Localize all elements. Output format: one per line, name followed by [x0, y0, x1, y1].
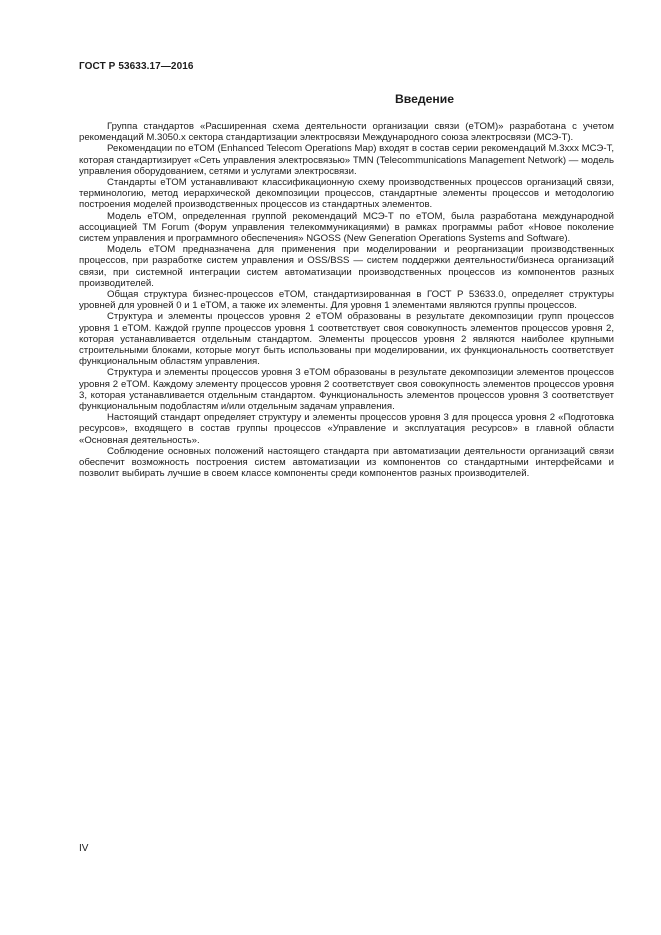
- paragraph: Структура и элементы процессов уровня 2 eTOM образованы в результате декомпозиции групп процессов уровня 1 eTOM. Каждой группе процессов уровня 1 соответствует своя совокупность элементов процессов уровня 2, которая устанавливается отдельным стандартом. Элементы процессов уровня 2 являются наиболее крупными строительными блоками, которые могут быть использованы при моделировании, их функциональность соответствует функциональным областям управления.: [79, 311, 614, 368]
- page-number: IV: [79, 843, 89, 854]
- section-title-wrapper: [79, 92, 611, 106]
- paragraph: Рекомендации по eTOM (Enhanced Telecom Operations Map) входят в состав серии рекомендаций М.3xxx МСЭ-Т, которая стандартизирует «Сеть управления электросвязью» TMN (Telecommunications Management Network) — модель управления оборудованием, сетями и услугами электросвязи.: [79, 143, 614, 177]
- paragraph: Стандарты eTOM устанавливают классификационную схему производственных процессов организаций связи, терминологию, метод иерархической декомпозиции процессов, стандартные элементы процессов и методологию построения моделей производственных процессов из стандартных элементов.: [79, 177, 614, 211]
- paragraph: Модель eTOM, определенная группой рекомендаций МСЭ-Т по eTOM, была разработана международной ассоциацией TM Forum (Форум управления телекоммуникациями) в рамках программы работ «Новое поколение систем управления и программного обеспечения» NGOSS (New Generation Operations Systems and Software).: [79, 210, 614, 245]
- document-body: [79, 121, 614, 480]
- paragraph: Соблюдение основных положений настоящего стандарта при автоматизации деятельности организаций связи обеспечит возможность построения систем автоматизации из компонентов со стандартными интерфейсами и позволит выбирать лучшие в своем классе компоненты среди компонентов разных производителей.: [79, 445, 614, 480]
- standard-header: ГОСТ Р 53633.17—2016: [79, 61, 194, 72]
- paragraph: Общая структура бизнес-процессов eTOM, стандартизированная в ГОСТ Р 53633.0, определяет структуры уровней для уровней 0 и 1 eTOM, а также их элементы. Для уровня 1 элементами являются группы процессов.: [79, 289, 614, 312]
- paragraph: Настоящий стандарт определяет структуру и элементы процессов уровня 3 для процесса уровня 2 «Подготовка ресурсов», входящего в состав группы процессов «Управление и эксплуатация ресурсов» в главной области «Основная деятельность».: [79, 412, 614, 446]
- paragraph: Модель eTOM предназначена для применения при моделировании и реорганизации производственных процессов, при разработке систем управления и OSS/BSS — систем поддержки деятельности/бизнеса организаций связи, при системной интеграции систем автоматизации производственных процессов из компонентов разных производителей.: [79, 244, 614, 289]
- section-title: Введение: [394, 92, 454, 106]
- paragraph: Группа стандартов «Расширенная схема деятельности организации связи (eTOM)» разработана с учетом рекомендаций М.3050.х сектора стандартизации электросвязи Международного союза электросвязи (МСЭ-Т).: [79, 121, 614, 144]
- paragraph: Структура и элементы процессов уровня 3 eTOM образованы в результате декомпозиции элементов процессов уровня 2 eTOM. Каждому элементу процессов уровня 2 соответствует своя совокупность элементов процессов уровня 3, которая устанавливается отдельным стандартом. Функциональность элементов процессов уровня 3 соответствует функциональным подобластям и/или отдельным задачам управления.: [79, 367, 614, 413]
